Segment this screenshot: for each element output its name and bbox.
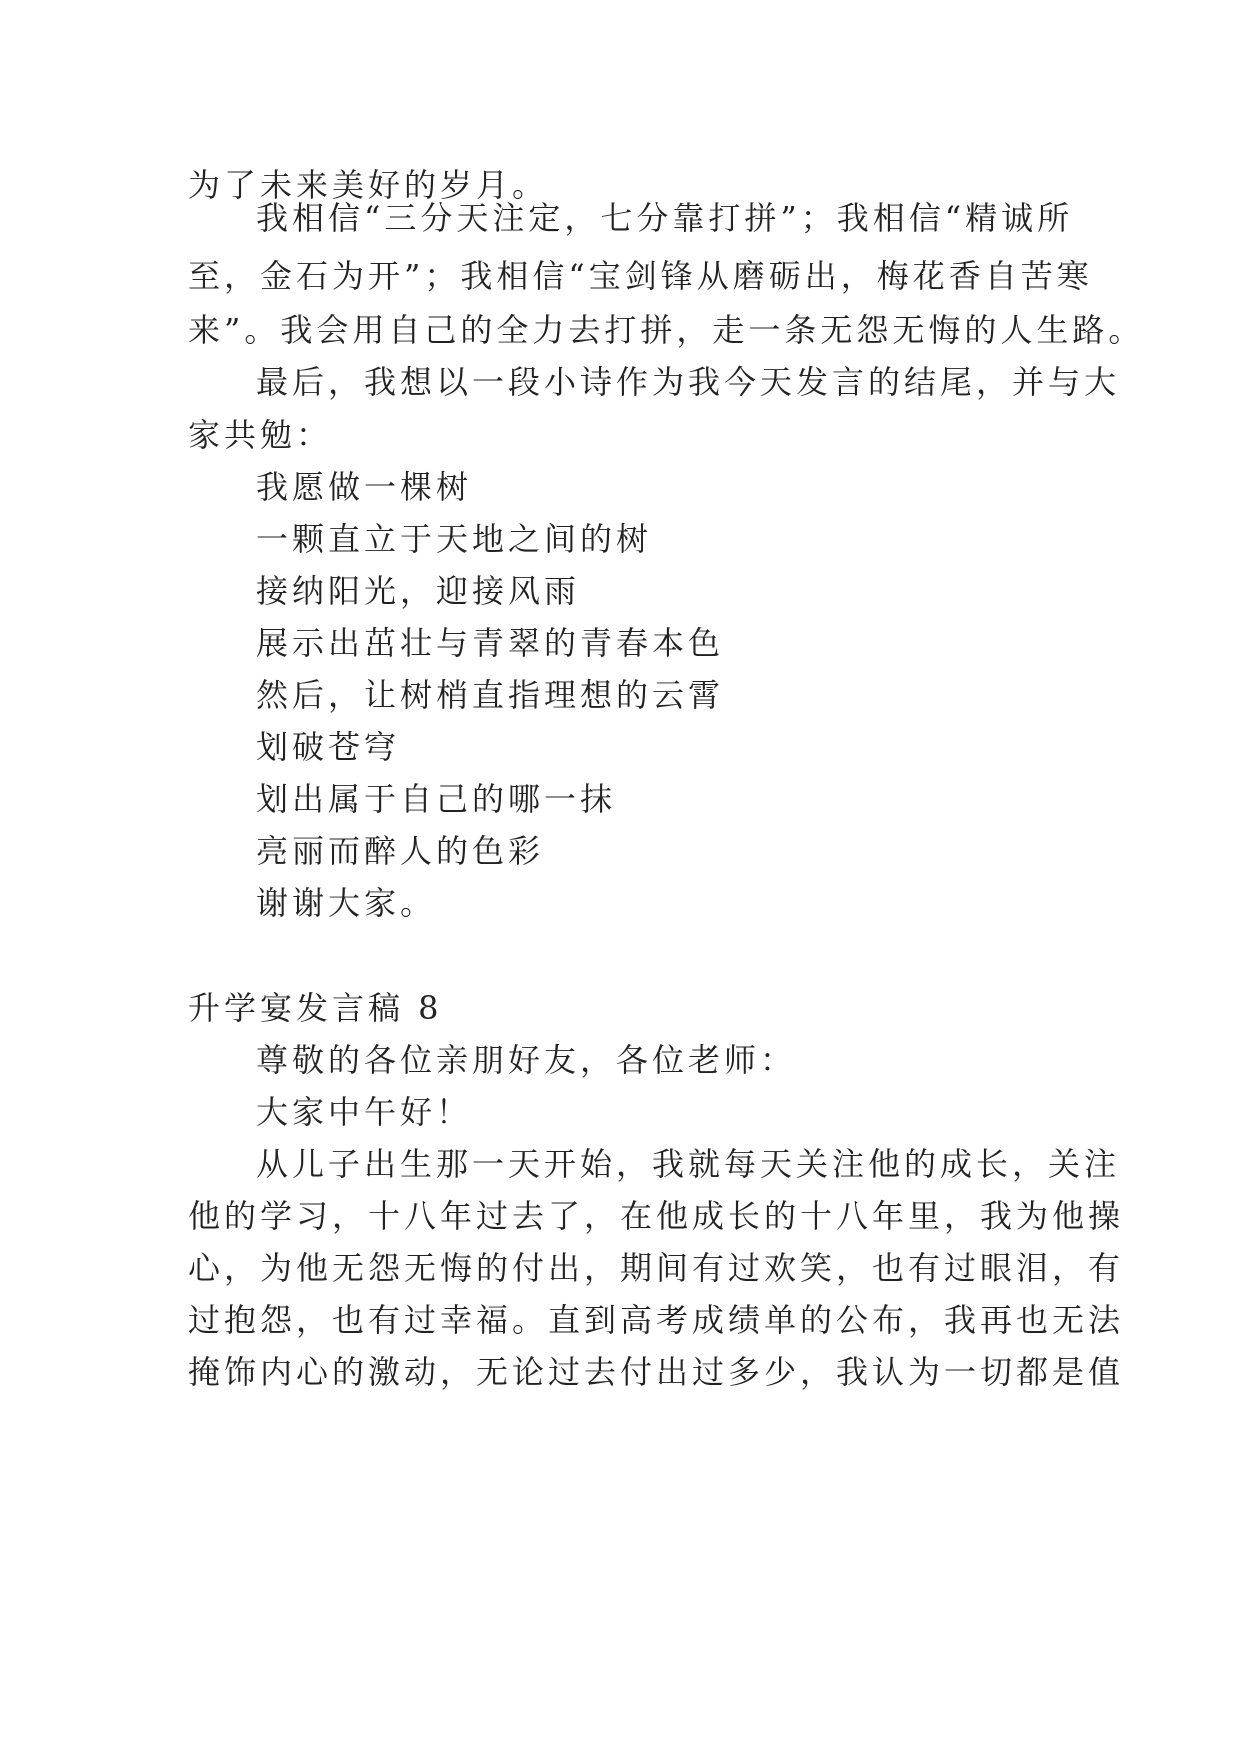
text-line: 他的学习，十八年过去了，在他成长的十八年里，我为他操: [188, 1197, 1125, 1235]
text-line: 至，金石为开”；我相信“宝剑锋从磨砺出，梅花香自苦寒: [188, 257, 1093, 295]
text-line: 从儿子出生那一天开始，我就每天关注他的成长，关注: [256, 1145, 1121, 1183]
poem-line: 一颗直立于天地之间的树: [256, 520, 653, 558]
poem-line: 亮丽而醉人的色彩: [256, 832, 545, 870]
text-line: 尊敬的各位亲朋好友，各位老师：: [256, 1041, 797, 1079]
text-line: 大家中午好！: [256, 1093, 473, 1131]
poem-line: 划破苍穹: [256, 728, 401, 766]
poem-line: 然后，让树梢直指理想的云霄: [256, 676, 725, 714]
text-line: 掩饰内心的激动，无论过去付出过多少，我认为一切都是值: [188, 1353, 1125, 1391]
poem-line: 接纳阳光，迎接风雨: [256, 572, 581, 610]
text-line: 心，为他无怨无悔的付出，期间有过欢笑，也有过眼泪，有: [188, 1249, 1125, 1287]
section-heading: 升学宴发言稿 8: [188, 989, 443, 1027]
poem-line: 我愿做一棵树: [256, 468, 473, 506]
text-line: 最后，我想以一段小诗作为我今天发言的结尾，并与大: [256, 363, 1121, 401]
text-line: 过抱怨，也有过幸福。直到高考成绩单的公布，我再也无法: [188, 1301, 1125, 1339]
text-line: 来”。我会用自己的全力去打拼，走一条无怨无悔的人生路。: [188, 311, 1145, 349]
text-line: 家共勉：: [188, 416, 333, 454]
text-line: 谢谢大家。: [256, 884, 437, 922]
text-line: 为了未来美好的岁月。: [188, 166, 549, 204]
poem-line: 划出属于自己的哪一抹: [256, 780, 617, 818]
poem-line: 展示出茁壮与青翠的青春本色: [256, 624, 725, 662]
text-line: 我相信“三分天注定，七分靠打拼”；我相信“精诚所: [256, 199, 1074, 237]
